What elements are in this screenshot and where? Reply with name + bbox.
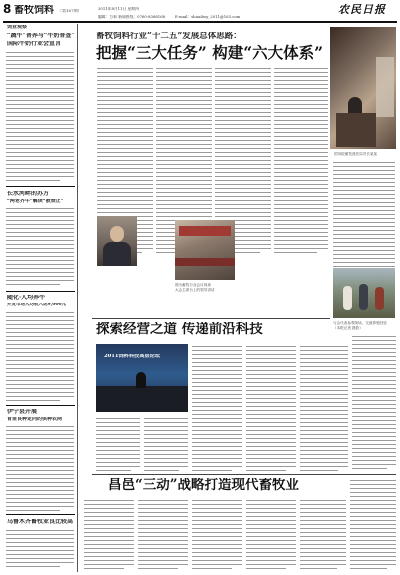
forum-photo [96,344,188,412]
bottom-story-col-4 [246,500,296,572]
bottom-story-col-1 [84,500,134,572]
left-rule-1 [6,186,75,187]
conference-table [175,258,235,266]
forum-banner-text: 2011饲料科技高层论坛 [104,354,160,359]
left-rule-4 [6,514,75,515]
official-body [103,242,131,266]
conference-photo [175,220,235,280]
conference-photo-caption-b: 大会主席台上的领导讲话 [175,288,215,292]
top-story-headline: 把握“三大任务” 构建“六大体系” [96,44,324,62]
left-article-2-subtitle: “两老齐牛”解读“被禁止” [7,199,64,204]
left-article-3-subtitle: 开发市场人均收入达9,000元 [7,303,67,307]
mid-story-col-1 [96,418,140,474]
left-article-4-subtitle: 育苗良种定向的供种农网 [7,417,63,422]
left-article-2-title: 长水河畔的苏方 [7,191,50,197]
mid-story-bottom-rule [92,474,396,475]
left-article-5-body [6,530,74,570]
masthead-logo: 农民日报 [338,4,386,16]
farm-visitor-1 [343,286,352,310]
farm-visit-photo [333,268,395,318]
header-editor: 编辑：万莉 新闻热线：0760-8368168 [98,15,166,19]
left-rule-2 [6,291,75,292]
left-rule-3 [6,405,75,406]
header-rule [3,21,397,23]
left-article-3-body [6,312,74,404]
left-article-1-title: “蔬牛”普养与“牛奶普查” [7,33,75,39]
top-story-bottom-rule [92,318,330,319]
bottom-story-headline: 昌邑“三动”战略打造现代畜牧业 [108,478,300,493]
header-date: 2011年8月11日 星期四 [98,7,139,11]
section-title: 畜牧饲料 [14,5,54,16]
bottom-story-col-5 [300,500,346,572]
bottom-story-col-2 [138,500,188,572]
podium-banner [376,57,394,117]
left-article-3-title: 随化·人均养牛 [7,295,46,301]
left-article-1-subtitle: 国际牛奶行业会宣言 [7,41,62,47]
top-story-col-4 [274,68,328,256]
mid-story-col-5 [300,346,348,474]
top-story-col-5 [333,162,395,274]
farm-visit-caption-a: 与会代表参观现场，交流养殖经验 [333,321,387,325]
farm-visit-caption-b: （本报记者 摄影） [333,326,363,330]
forum-stage [96,386,188,412]
official-photo [97,216,137,266]
farm-visitor-3 [375,287,384,310]
podium-photo-caption: 国务院畜牧兽医局司长某某 [334,152,378,156]
left-article-4-body [6,426,74,514]
left-article-5-title: 乌鲁木齐畜牧业良比较高 [7,519,74,525]
top-story-kicker: 畜牧饲料行业“十二五”发展总体思路： [96,32,242,41]
podium-shape [336,113,376,147]
left-column-divider [77,24,78,572]
mid-story-col-2 [144,418,188,474]
podium-photo [330,27,396,149]
mid-story-col-3 [192,346,242,474]
left-article-4-title: 伊宁县开展 [7,409,38,415]
conference-banner [179,226,231,236]
bottom-story-col-3 [192,500,242,572]
mid-story-col-6 [352,336,396,472]
header-email: E-mail：shuaiboy_2011@163.com [175,15,241,19]
official-photo-caption [97,269,98,273]
farm-visitor-2 [359,284,368,310]
issue-number: （第167期） [58,9,82,13]
page-number: 8 [3,3,12,16]
official-head [110,226,124,242]
forum-speaker [136,372,146,388]
mid-story-col-4 [246,346,296,474]
conference-photo-caption-a: 图为畜牧行业会议现场 [175,283,211,287]
left-section-label: 饲业观察 [7,25,28,30]
mid-story-headline: 探索经营之道 传递前沿科技 [96,322,263,337]
left-article-2-body [6,208,74,288]
left-article-1-body [6,52,74,184]
bottom-story-col-6 [350,480,396,572]
